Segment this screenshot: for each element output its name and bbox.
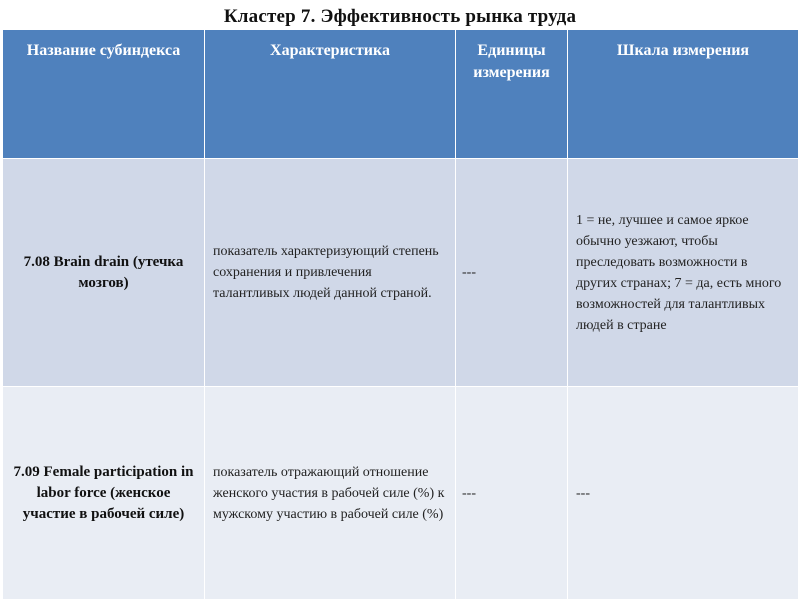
header-scale: Шкала измерения xyxy=(568,30,799,159)
subindex-table xyxy=(2,29,799,600)
cell-scale: 1 = не, лучшее и самое яркое обычно уезжают, чтобы преследовать возможности в других странах; 7 = да, есть много возможностей для талантливых людей в стране xyxy=(568,159,799,387)
cell-units: --- xyxy=(456,387,568,600)
cell-characteristic: показатель характеризующий степень сохранения и привлечения талантливых людей данной страной. xyxy=(205,159,456,387)
header-subindex-name: Название субиндекса xyxy=(3,30,205,159)
cell-characteristic: показатель отражающий отношение женского участия в рабочей силе (%) к мужскому участию в рабочей силе (%) xyxy=(205,387,456,600)
page-title: Кластер 7. Эффективность рынка труда xyxy=(223,6,577,27)
table-header-row xyxy=(3,30,799,159)
cell-subindex-name: 7.09 Female participation in labor force (женское участие в рабочей силе) xyxy=(3,387,205,600)
header-units: Единицы измерения xyxy=(456,30,568,159)
header-characteristic: Характеристика xyxy=(205,30,456,159)
cell-scale: --- xyxy=(568,387,799,600)
table-row xyxy=(3,387,799,600)
cell-units: --- xyxy=(456,159,568,387)
table-row xyxy=(3,159,799,387)
cell-subindex-name: 7.08 Brain drain (утечка мозгов) xyxy=(3,159,205,387)
